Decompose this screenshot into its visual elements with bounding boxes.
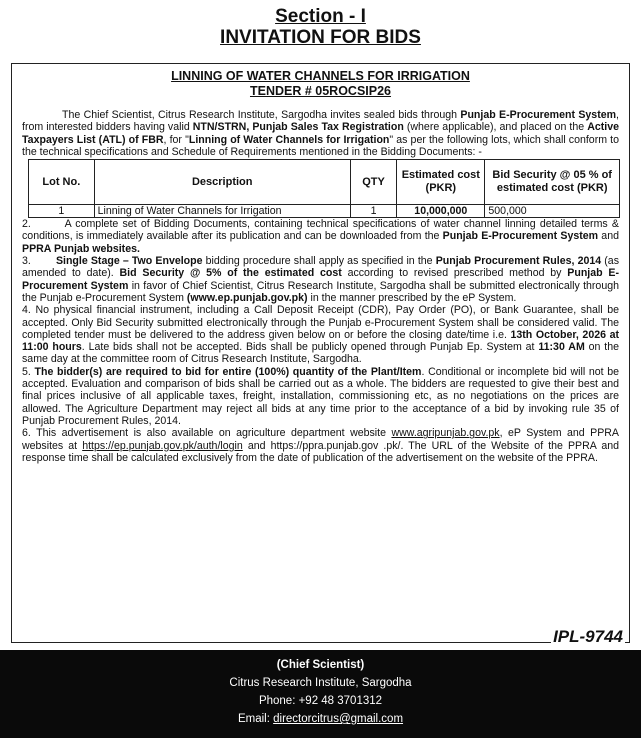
cost-cell: 10,000,000 xyxy=(397,205,485,218)
clause-2: 2. A complete set of Bidding Documents, containing technical specifications of water channel linning detailed terms & conditions, is immediately available after its publication and can be downloaded from the Punjab E-Procurement System and PPRA Punjab websites. xyxy=(22,218,619,255)
description-cell: Linning of Water Channels for Irrigation xyxy=(94,205,350,218)
phone-number: Phone: +92 48 3701312 xyxy=(258,695,383,707)
contact-footer xyxy=(0,650,641,738)
clause-3: 3. Single Stage – Two Envelope bidding procedure shall apply as specified in the Punjab Procurement Rules, 2014 (as amended to date). Bid Security @ 5% of the estimated cost according to revised prescribed method by Punjab E-Procurement System in favor of Chief Scientist, Citrus Research Institute, Sargodha shall be submitted electronically through the Punjab e-Procurement System (www.ep.punjab.gov.pk) in the manner prescribed by the eP System. xyxy=(22,255,620,304)
intro-paragraph: The Chief Scientist, Citrus Research Institute, Sargodha invites sealed bids through Punjab E-Procurement System, from interested bidders having valid NTN/STRN, Punjab Sales Tax Registration (where applicable), and placed on the Active Taxpayers List (ATL) of FBR, for "Linning of Water Channels for Irrigation" as per the following lots, which shall conform to the technical specifications and Schedule of Requirements mentioned in the Bidding Documents: - xyxy=(22,109,619,158)
notice-clauses xyxy=(12,218,629,464)
col-security-header: Bid Security @ 05 % of estimated cost (PKR) xyxy=(485,160,620,205)
signatory-role: (Chief Scientist) xyxy=(276,659,365,671)
clause-6: 6. This advertisement is also available on agriculture department website www.agripunjab.gov.pk, eP System and PPRA websites at https://ep.punjab.gov.pk/auth/login and https://ppra.punjab.gov .pk/. The URL of the Website of the PPRA and response time shall be calculated exclusively from the date of publication of the advertisement on the website of the PPRA. xyxy=(22,427,620,464)
col-qty-header: QTY xyxy=(350,160,396,205)
section-heading: Section - I xyxy=(275,6,366,27)
col-lot-header: Lot No. xyxy=(29,160,95,205)
page-title: INVITATION FOR BIDS xyxy=(220,27,421,48)
email-label: Email: xyxy=(237,713,274,725)
email-link[interactable]: directorcitrus@gmail.com xyxy=(273,713,404,725)
table-row xyxy=(29,205,620,218)
project-name: LINNING OF WATER CHANNELS FOR IRRIGATION xyxy=(171,69,470,83)
project-heading xyxy=(12,69,629,99)
qty-cell: 1 xyxy=(350,205,396,218)
col-description-header: Description xyxy=(94,160,350,205)
security-cell: 500,000 xyxy=(485,205,620,218)
ad-header xyxy=(0,0,641,49)
ep-login-link[interactable]: https://ep.punjab.gov.pk/auth/login xyxy=(82,439,243,452)
agri-website-link[interactable]: www.agripunjab.gov.pk xyxy=(391,427,500,440)
table-header-row xyxy=(29,160,620,205)
notice-body xyxy=(12,109,629,158)
tender-number: TENDER # 05ROCSIP26 xyxy=(249,84,392,98)
organization-name: Citrus Research Institute, Sargodha xyxy=(229,677,412,689)
email-line xyxy=(0,710,641,728)
lot-cell: 1 xyxy=(29,205,95,218)
lots-table xyxy=(28,159,620,218)
ipl-badge: IPL-9744 xyxy=(553,627,623,646)
col-cost-header: Estimated cost (PKR) xyxy=(397,160,485,205)
bid-notice-box xyxy=(11,63,630,646)
clause-5: 5. The bidder(s) are required to bid for entire (100%) quantity of the Plant/Item. Conditional or incomplete bid will not be accepted. Evaluation and comparison of bids shall be carried out as a whole. The bidders are requested to give their best and final prices inclusive of all applicable taxes, freight, installation, commissioning etc, as no negotiations on the prices are allowed. The Agriculture Department may reject all bids at any time prior to the acceptance of a bid by invoking rule 35 of Punjab Procurement Rules, 2014. xyxy=(22,365,619,427)
clause-4: 4. No physical financial instrument, including a Call Deposit Receipt (CDR), Pay Order (PO), or Bank Guarantee, shall be accepted. Only Bid Security submitted electronically through the Punjab e-Procurement System shall be considered valid. The completed tender must be delivered to the address given below on or before the closing date/time i.e. 13th October, 2026 at 11:00 hours. Late bids shall not be accepted. Bids shall be publicly opened through Punjab Ep. System at 11:30 AM on the same day at the committee room of Citrus Research Institute, Sargodha. xyxy=(22,304,619,366)
